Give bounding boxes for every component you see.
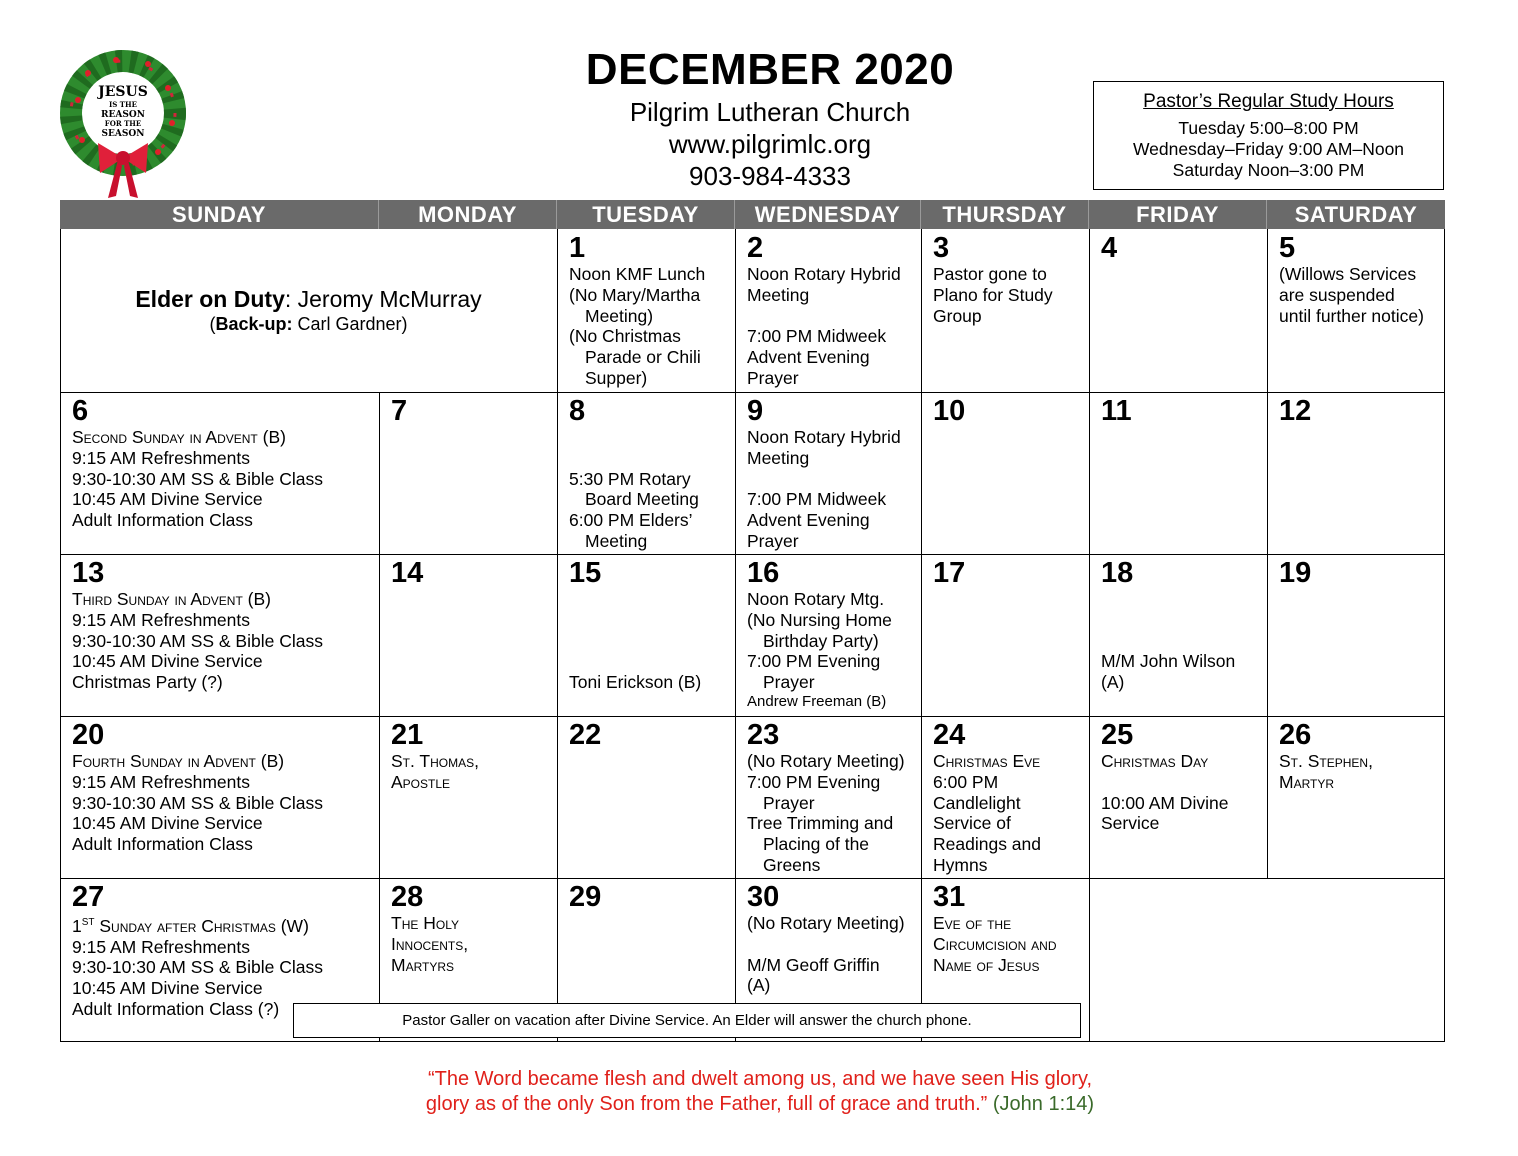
- website-link[interactable]: www.pilgrimlc.org: [668, 129, 872, 159]
- event-line: Meeting: [747, 284, 810, 305]
- day-number: 14: [391, 557, 424, 589]
- verse-line-1: “The Word became flesh and dwelt among us, and we have seen His glory,: [427, 1068, 1093, 1090]
- grid-line: [1444, 229, 1445, 1041]
- logo-line-5: SEASON: [101, 129, 145, 139]
- event-line: 10:45 AM Divine Service: [72, 651, 263, 672]
- weekday-thursday: THURSDAY: [921, 200, 1089, 229]
- day-number: 23: [747, 719, 780, 751]
- event-line: 7:00 PM Midweek: [747, 489, 887, 510]
- day-cell-16: [735, 555, 921, 711]
- event-line: Group: [933, 305, 982, 326]
- event-line: Circumcision and: [933, 933, 1057, 954]
- weekday-tuesday: TUESDAY: [557, 200, 735, 229]
- study-hours-line: Tuesday 5:00–8:00 PM: [1178, 118, 1359, 138]
- study-hours-line: Wednesday–Friday 9:00 AM–Noon: [1132, 139, 1405, 159]
- event-line: (No Mary/Martha: [569, 284, 701, 305]
- backup-label: Back-up:: [215, 314, 293, 334]
- day-number: 21: [391, 719, 424, 751]
- day-number: 13: [72, 557, 105, 589]
- wreath-icon: [58, 48, 188, 200]
- event-line: 9:15 AM Refreshments: [72, 936, 250, 957]
- day-cell-10: [921, 393, 1089, 427]
- event-line: Birthday Party): [763, 630, 879, 651]
- event-line: (No Christmas: [569, 326, 681, 347]
- event-line: Pastor gone to: [933, 264, 1047, 284]
- vacation-note: Pastor Galler on vacation after Divine Service. An Elder will answer the church phone.: [293, 1003, 1081, 1038]
- event-line: 9:30-10:30 AM SS & Bible Class: [72, 957, 323, 978]
- event-line: (No Nursing Home: [747, 609, 892, 630]
- event-line: Third Sunday in Advent (B): [72, 589, 271, 609]
- logo-line-4: FOR THE: [104, 119, 142, 128]
- day-number: 10: [933, 395, 966, 427]
- day-number: 7: [391, 395, 408, 427]
- event-line: Hymns: [933, 854, 988, 875]
- event-line: Prayer: [747, 367, 799, 388]
- event-line: 7:00 PM Midweek: [747, 326, 887, 347]
- day-cell-18: [1089, 555, 1267, 693]
- event-line: Advent Evening: [747, 510, 870, 531]
- ordinal-number: 1: [72, 915, 82, 936]
- event-line: 6:00 PM Elders’: [569, 510, 693, 531]
- study-hours-box: [1093, 81, 1444, 190]
- day-cell-1: [557, 230, 735, 389]
- event-line: Christmas Eve: [933, 751, 1041, 771]
- day-number: 5: [1279, 232, 1296, 264]
- day-number: 22: [569, 719, 602, 751]
- event-line: Apostle: [391, 771, 451, 792]
- day-number: 27: [72, 881, 105, 913]
- day-cell-29: [557, 879, 735, 913]
- event-line: Fourth Sunday in Advent (B): [72, 751, 285, 771]
- event-line: Andrew Freeman (B): [747, 692, 887, 710]
- event-line: (Willows Services: [1279, 264, 1417, 284]
- event-line: Readings and: [933, 834, 1041, 855]
- verse-line-2: glory as of the only Son from the Father, full of grace and truth.”: [425, 1093, 988, 1115]
- event-line: Adult Information Class: [72, 834, 253, 855]
- event-line: (No Rotary Meeting): [747, 913, 905, 933]
- logo-line-3: REASON: [101, 110, 145, 120]
- day-number: 30: [747, 881, 780, 913]
- day-number: 8: [569, 395, 586, 427]
- day-cell-3: [921, 230, 1089, 326]
- day-cell-8: [557, 393, 735, 552]
- weekday-saturday: SATURDAY: [1294, 202, 1418, 227]
- day-number: 12: [1279, 395, 1312, 427]
- event-line: Greens: [763, 854, 821, 875]
- event-line: 10:45 AM Divine Service: [72, 978, 263, 999]
- event-line: Plano for Study: [933, 284, 1053, 305]
- weekday-friday: FRIDAY: [1089, 200, 1267, 229]
- day-cell-2: [735, 230, 921, 389]
- event-line: 10:00 AM Divine: [1101, 792, 1229, 813]
- event-line: 10:45 AM Divine Service: [72, 813, 263, 834]
- weekday-monday: MONDAY: [379, 200, 557, 229]
- event-line: M/M Geoff Griffin: [747, 954, 880, 975]
- event-line: Candlelight: [933, 792, 1021, 813]
- event-line: Prayer: [747, 530, 799, 551]
- day-number: 29: [569, 881, 602, 913]
- ordinal-text: Sunday after Christmas (W): [94, 915, 309, 936]
- day-cell-28: [379, 879, 557, 975]
- day-cell-12: [1267, 393, 1445, 427]
- study-hours-line: Saturday Noon–3:00 PM: [1172, 160, 1365, 180]
- grid-line: [60, 1041, 1445, 1042]
- day-number: 6: [72, 395, 89, 427]
- day-number: 28: [391, 881, 424, 913]
- event-line: (A): [747, 975, 771, 996]
- event-line: Second Sunday in Advent (B): [72, 427, 286, 447]
- event-line: Martyrs: [391, 954, 455, 975]
- event-line: 7:00 PM Evening: [747, 771, 881, 792]
- day-number: 24: [933, 719, 966, 751]
- event-line: are suspended: [1279, 284, 1395, 305]
- day-cell-30: [735, 879, 921, 996]
- event-line: (A): [1101, 672, 1125, 693]
- event-line: Service: [1101, 813, 1160, 834]
- day-number: 4: [1101, 232, 1118, 264]
- event-line: 9:15 AM Refreshments: [72, 447, 250, 468]
- event-line: Innocents,: [391, 933, 469, 954]
- event-line: Name of Jesus: [933, 954, 1040, 975]
- day-cell-15: [557, 555, 735, 693]
- day-number: 18: [1101, 557, 1134, 589]
- day-number: 25: [1101, 719, 1134, 751]
- event-line: Meeting: [747, 447, 810, 468]
- day-number: 20: [72, 719, 105, 751]
- backup-name: Carl Gardner: [292, 314, 402, 334]
- title-block: [470, 44, 1070, 192]
- day-cell-14: [379, 555, 557, 589]
- weekday-sunday: SUNDAY: [60, 200, 379, 229]
- event-line: (No Rotary Meeting): [747, 751, 905, 771]
- page-title: DECEMBER 2020: [585, 45, 955, 94]
- event-line: Eve of the: [933, 913, 1012, 933]
- day-cell-22: [557, 717, 735, 751]
- event-line: Toni Erickson (B): [569, 672, 702, 693]
- logo-line-2: IS THE: [109, 100, 137, 109]
- day-number: 1: [569, 232, 586, 264]
- event-line: Adult Information Class: [72, 510, 253, 531]
- event-line: 6:00 PM: [933, 771, 999, 792]
- event-line: The Holy: [391, 913, 459, 933]
- day-cell-25: [1089, 717, 1267, 834]
- event-line: 10:45 AM Divine Service: [72, 489, 263, 510]
- day-cell-11: [1089, 393, 1267, 427]
- event-line: [72, 913, 371, 937]
- event-line: Meeting: [585, 530, 648, 551]
- verse-reference: (John 1:14): [987, 1093, 1095, 1115]
- event-line: Noon Rotary Hybrid: [747, 427, 901, 447]
- day-cell-19: [1267, 555, 1445, 589]
- event-line: 9:15 AM Refreshments: [72, 609, 250, 630]
- elder-name: : Jeromy McMurray: [284, 286, 482, 312]
- day-number: 11: [1101, 395, 1132, 427]
- phone-number: 903-984-4333: [689, 161, 851, 191]
- event-line: 9:30-10:30 AM SS & Bible Class: [72, 792, 323, 813]
- event-line: Tree Trimming and: [747, 813, 894, 834]
- logo-line-1: JESUS: [98, 84, 148, 100]
- event-line: St. Stephen,: [1279, 751, 1373, 771]
- day-number: 9: [747, 395, 764, 427]
- event-line: St. Thomas,: [391, 751, 479, 771]
- study-hours-title: Pastor’s Regular Study Hours: [1143, 91, 1394, 112]
- day-cell-9: [735, 393, 921, 552]
- event-line: Noon Rotary Mtg.: [747, 589, 885, 609]
- event-line: 9:30-10:30 AM SS & Bible Class: [72, 468, 323, 489]
- event-line: Placing of the: [763, 834, 870, 855]
- day-cell-20: [60, 717, 379, 855]
- event-line: Supper): [585, 367, 648, 388]
- day-cell-26: [1267, 717, 1445, 793]
- calendar-grid: [60, 200, 1445, 1042]
- event-line: Christmas Day: [1101, 751, 1209, 771]
- day-number: 19: [1279, 557, 1312, 589]
- event-line: Noon KMF Lunch: [569, 264, 706, 284]
- event-line: Martyr: [1279, 771, 1335, 792]
- day-number: 26: [1279, 719, 1312, 751]
- day-cell-7: [379, 393, 557, 427]
- day-number: 31: [933, 881, 966, 913]
- day-number: 16: [747, 557, 780, 589]
- day-cell-13: [60, 555, 379, 693]
- day-cell-23: [735, 717, 921, 876]
- weekday-wednesday: WEDNESDAY: [735, 200, 921, 229]
- day-number: 15: [569, 557, 602, 589]
- elder-on-duty: Elder on Duty: Jeromy McMurray (Back-up: Carl Gardner): [135, 286, 482, 334]
- event-line: Service of: [933, 813, 1011, 834]
- event-line: M/M John Wilson: [1101, 651, 1236, 672]
- day-cell-31: [921, 879, 1089, 975]
- bible-verse: [300, 1067, 1220, 1117]
- day-number: 2: [747, 232, 764, 264]
- day-cell-21: [379, 717, 557, 793]
- event-line: Christmas Party (?): [72, 672, 223, 693]
- day-cell-17: [921, 555, 1089, 589]
- day-number: 3: [933, 232, 950, 264]
- event-line: Board Meeting: [585, 489, 699, 510]
- day-cell-6: [60, 393, 379, 531]
- day-cell-5: [1267, 230, 1445, 326]
- event-line: until further notice): [1279, 305, 1424, 326]
- event-line: Parade or Chili: [585, 347, 701, 368]
- event-line: Adult Information Class (?): [72, 999, 280, 1020]
- event-line: 7:00 PM Evening: [747, 651, 881, 672]
- ordinal-suffix: ST: [81, 917, 95, 928]
- day-number: 17: [933, 557, 966, 589]
- day-cell-24: [921, 717, 1089, 876]
- day-cell-27: [60, 879, 379, 1020]
- day-cell-4: [1089, 230, 1267, 264]
- event-line: Meeting): [585, 305, 654, 326]
- event-line: 9:30-10:30 AM SS & Bible Class: [72, 630, 323, 651]
- event-line: Noon Rotary Hybrid: [747, 264, 901, 284]
- event-line: Prayer: [763, 672, 815, 693]
- event-line: Prayer: [763, 792, 815, 813]
- elder-label: Elder on Duty: [135, 286, 285, 312]
- event-line: Advent Evening: [747, 347, 870, 368]
- church-name: Pilgrim Lutheran Church: [629, 97, 911, 127]
- event-line: 9:15 AM Refreshments: [72, 771, 250, 792]
- event-line: 5:30 PM Rotary: [569, 468, 691, 489]
- weekday-header: [60, 200, 1445, 229]
